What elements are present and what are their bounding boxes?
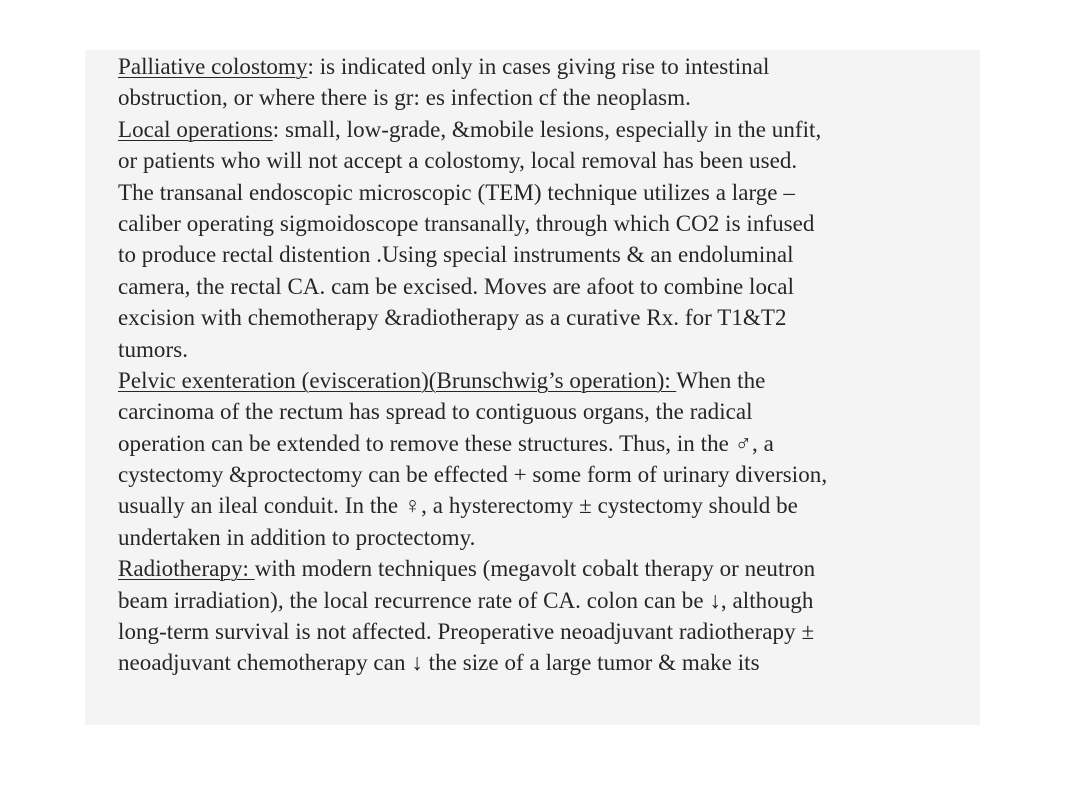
text-line — [118, 553, 978, 584]
line-text: operation can be extended to remove these structures. Thus, in the ♂, a — [118, 430, 774, 456]
text-line — [118, 428, 978, 459]
line-text: undertaken in addition to proctectomy. — [118, 524, 476, 550]
text-line — [118, 459, 978, 490]
section-heading-radiotherapy: Radiotherapy: — [118, 556, 255, 582]
text-line — [118, 396, 978, 427]
line-text: cystectomy &proctectomy can be effected + some form of urinary diversion, — [118, 462, 828, 488]
line-text: excision with chemotherapy &radiotherapy as a curative Rx. for T1&T2 — [118, 305, 787, 331]
line-text: camera, the rectal CA. cam be excised. Moves are afoot to combine local — [118, 273, 795, 299]
text-line — [118, 208, 978, 239]
text-line — [118, 365, 978, 396]
line-text: beam irradiation), the local recurrence rate of CA. colon can be ↓, although — [118, 587, 814, 613]
scanned-page — [85, 50, 980, 725]
text-line — [118, 51, 978, 82]
section-heading-palliative-colostomy: Palliative colostomy — [118, 54, 308, 79]
text-line — [118, 522, 978, 553]
document-body — [118, 51, 978, 679]
line-text: When the — [676, 367, 766, 393]
text-line — [118, 490, 978, 521]
text-line — [118, 334, 978, 365]
text-line — [118, 177, 978, 208]
text-line — [118, 271, 978, 302]
text-line — [118, 585, 978, 616]
line-text: carcinoma of the rectum has spread to contiguous organs, the radical — [118, 399, 753, 425]
section-heading-local-operations: Local operations — [118, 116, 273, 142]
text-line — [118, 239, 978, 270]
line-text: caliber operating sigmoidoscope transanally, through which CO2 is infused — [118, 210, 815, 236]
line-text: to produce rectal distention .Using special instruments & an endoluminal — [118, 242, 794, 268]
text-line — [118, 145, 978, 176]
line-text: with modern techniques (megavolt cobalt therapy or neutron — [254, 556, 816, 582]
line-text: The transanal endoscopic microscopic (TEM) technique utilizes a large – — [118, 179, 795, 205]
text-line — [118, 114, 978, 145]
text-line — [118, 82, 978, 113]
line-text: long-term survival is not affected. Preoperative neoadjuvant radiotherapy ± — [118, 619, 815, 645]
text-line — [118, 616, 978, 647]
text-line — [118, 647, 978, 678]
line-text: : small, low-grade, &mobile lesions, especially in the unfit, — [272, 116, 822, 142]
line-text: usually an ileal conduit. In the ♀, a hysterectomy ± cystectomy should be — [118, 493, 798, 519]
line-text: neoadjuvant chemotherapy can ↓ the size of a large tumor & make its — [118, 650, 760, 676]
line-text: : is indicated only in cases giving rise to intestinal — [307, 54, 770, 79]
line-text: tumors. — [118, 336, 188, 362]
line-text: obstruction, or where there is gr: es infection cf the neoplasm. — [118, 85, 691, 111]
section-heading-pelvic-exenteration: Pelvic exenteration (evisceration)(Brunschwig’s operation): — [118, 367, 677, 393]
line-text: or patients who will not accept a colostomy, local removal has been used. — [118, 148, 798, 174]
text-line — [118, 302, 978, 333]
